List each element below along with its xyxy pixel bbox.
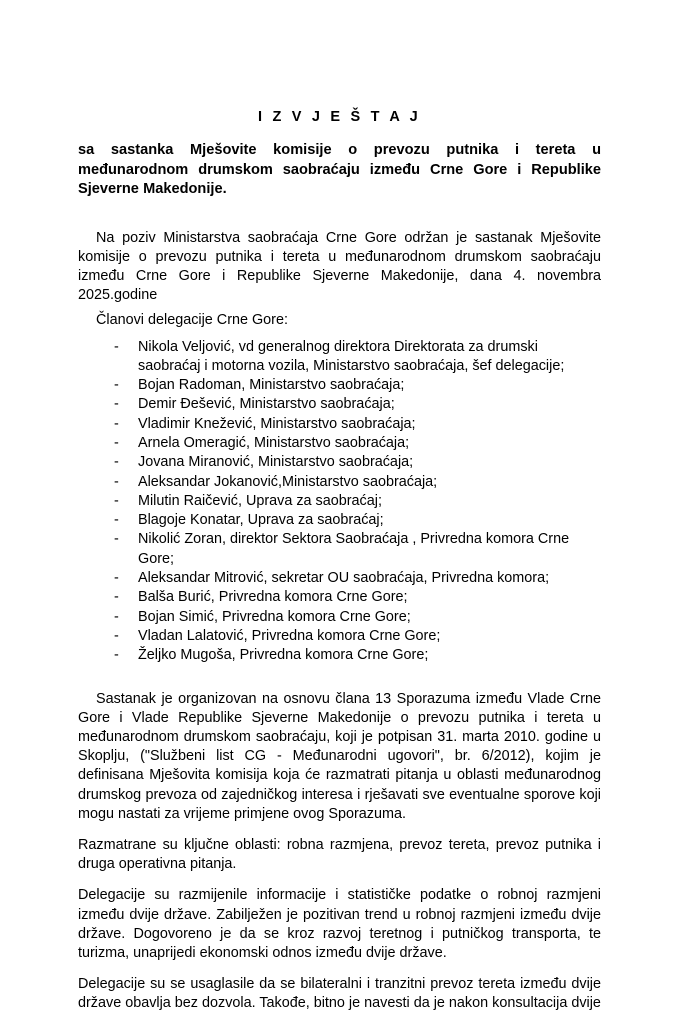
- list-item-label: Vladan Lalatović, Privredna komora Crne Gore;: [138, 627, 441, 644]
- list-item: [78, 473, 601, 492]
- list-bullet-dash-icon: -: [114, 435, 119, 451]
- list-item: [78, 338, 601, 377]
- list-item-label: Bojan Simić, Privredna komora Crne Gore;: [138, 608, 411, 625]
- list-item-label: Demir Đešević, Ministarstvo saobraćaja;: [138, 396, 395, 413]
- delegation-members-list: [78, 338, 601, 666]
- list-item: [78, 376, 601, 395]
- list-item: [78, 434, 601, 453]
- list-item-label: Jovana Miranović, Ministarstvo saobraćaja;: [138, 454, 414, 471]
- delegation-heading: Članovi delegacije Crne Gore:: [96, 312, 288, 329]
- list-item: [78, 511, 601, 530]
- paragraph-spacer: [78, 963, 601, 975]
- list-bullet-dash-icon: -: [114, 473, 119, 490]
- page-title: I Z V J E Š T A J: [258, 109, 421, 125]
- list-bullet-dash-icon: -: [114, 608, 119, 625]
- list-bullet-dash-icon: -: [114, 492, 119, 509]
- list-item-label: Bojan Radoman, Ministarstvo saobraćaja;: [138, 377, 405, 394]
- list-item: [78, 530, 601, 569]
- list-item-label: Nikolić Zoran, direktor Sektora Saobraćaja , Privredna komora Crne Gore;: [138, 531, 570, 567]
- list-item: [78, 646, 601, 665]
- body-paragraphs: [78, 690, 601, 1014]
- spacer-before-list: [78, 331, 601, 338]
- list-bullet-dash-icon: -: [114, 396, 119, 413]
- document-content: [78, 0, 601, 1014]
- list-item: [78, 627, 601, 646]
- list-item: [78, 492, 601, 511]
- paragraph-spacer: [78, 824, 601, 836]
- paragraph-spacer: [78, 874, 601, 886]
- list-bullet-dash-icon: -: [114, 338, 119, 355]
- list-item-label: Vladimir Knežević, Ministarstvo saobraćaja;: [138, 415, 416, 432]
- list-bullet-dash-icon: -: [114, 627, 119, 644]
- list-item: [78, 588, 601, 607]
- list-item: [78, 395, 601, 414]
- intro-paragraph: Na poziv Ministarstva saobraćaja Crne Gore održan je sastanak Mješovite komisije o prevozu putnika i tereta u međunarodnom drumskom saobraćaju između Crne Gore i Republike Sjeverne Makedonije, dana 4. novembra 2025.godine: [78, 229, 601, 304]
- body-paragraph: Delegacije su razmijenile informacije i statističke podatke o robnoj razmjeni između dvije države. Zabilježen je pozitivan trend u robnoj razmjeni između dvije države. Dogovoreno je da se kroz razvoj teretnog i putničkog transporta, te turizma, unaprijedi ekonomski odnos između dvije države.: [78, 887, 601, 961]
- list-bullet-dash-icon: -: [114, 589, 119, 606]
- list-item: [78, 415, 601, 434]
- list-bullet-dash-icon: -: [114, 531, 119, 548]
- list-bullet-dash-icon: -: [114, 415, 119, 432]
- list-item-label: Aleksandar Mitrović, sekretar OU saobraćaja, Privredna komora;: [138, 570, 550, 587]
- list-item: [78, 608, 601, 627]
- spacer-after-list: [78, 666, 601, 690]
- list-item-label: Arnela Omeragić, Ministarstvo saobraćaja;: [138, 435, 410, 451]
- list-item: [78, 569, 601, 588]
- list-bullet-dash-icon: -: [114, 454, 119, 471]
- spacer-after-subtitle: [78, 200, 601, 229]
- body-paragraph: Delegacije su se usaglasile da se bilateralni i tranzitni prevoz tereta između dvije države obavlja bez dozvola. Takođe, bitno je navesti da je nakon konsultacija dvije: [78, 976, 601, 1012]
- list-item: [78, 453, 601, 472]
- list-item-label: Željko Mugoša, Privredna komora Crne Gore;: [138, 647, 429, 664]
- list-item-label: Balša Burić, Privredna komora Crne Gore;: [138, 589, 408, 606]
- list-bullet-dash-icon: -: [114, 570, 119, 587]
- list-bullet-dash-icon: -: [114, 377, 119, 394]
- document-subtitle: sa sastanka Mješovite komisije o prevozu putnika i tereta u međunarodnom drumskom saobraćaju između Crne Gore i Republike Sjeverne Makedonije.: [78, 142, 601, 197]
- list-item-label: Aleksandar Jokanović,Ministarstvo saobraćaja;: [138, 473, 438, 490]
- body-paragraph: Razmatrane su ključne oblasti: robna razmjena, prevoz tereta, prevoz putnika i druga operativna pitanja.: [78, 836, 601, 873]
- body-paragraph: Sastanak je organizovan na osnovu člana 13 Sporazuma između Vlade Crne Gore i Vlade Republike Sjeverne Makedonije o prevozu putnika i tereta u međunarodnom drumskom saobraćaju, koji je potpisan 31. marta 2010. godine u Skoplju, ("Službeni list CG - Međunarodni ugovori", br. 6/2012), kojim je definisana Mješovita komisija koja će razmatrati pitanja u oblasti međunarodnog drumskog prevoza od zajedničkog interesa i rješavati sve eventualne sporove koji mogu nastati za vrijeme primjene ovog Sporazuma.: [78, 690, 601, 822]
- list-bullet-dash-icon: -: [114, 647, 119, 664]
- list-bullet-dash-icon: -: [114, 512, 119, 529]
- list-item-label: Nikola Veljović, vd generalnog direktora Direktorata za drumski saobraćaj i motorna vozila, Ministarstvo saobraćaja, šef delegacije;: [138, 338, 565, 374]
- list-item-label: Blagoje Konatar, Uprava za saobraćaj;: [138, 512, 384, 529]
- list-item-label: Milutin Raičević, Uprava za saobraćaj;: [138, 492, 382, 509]
